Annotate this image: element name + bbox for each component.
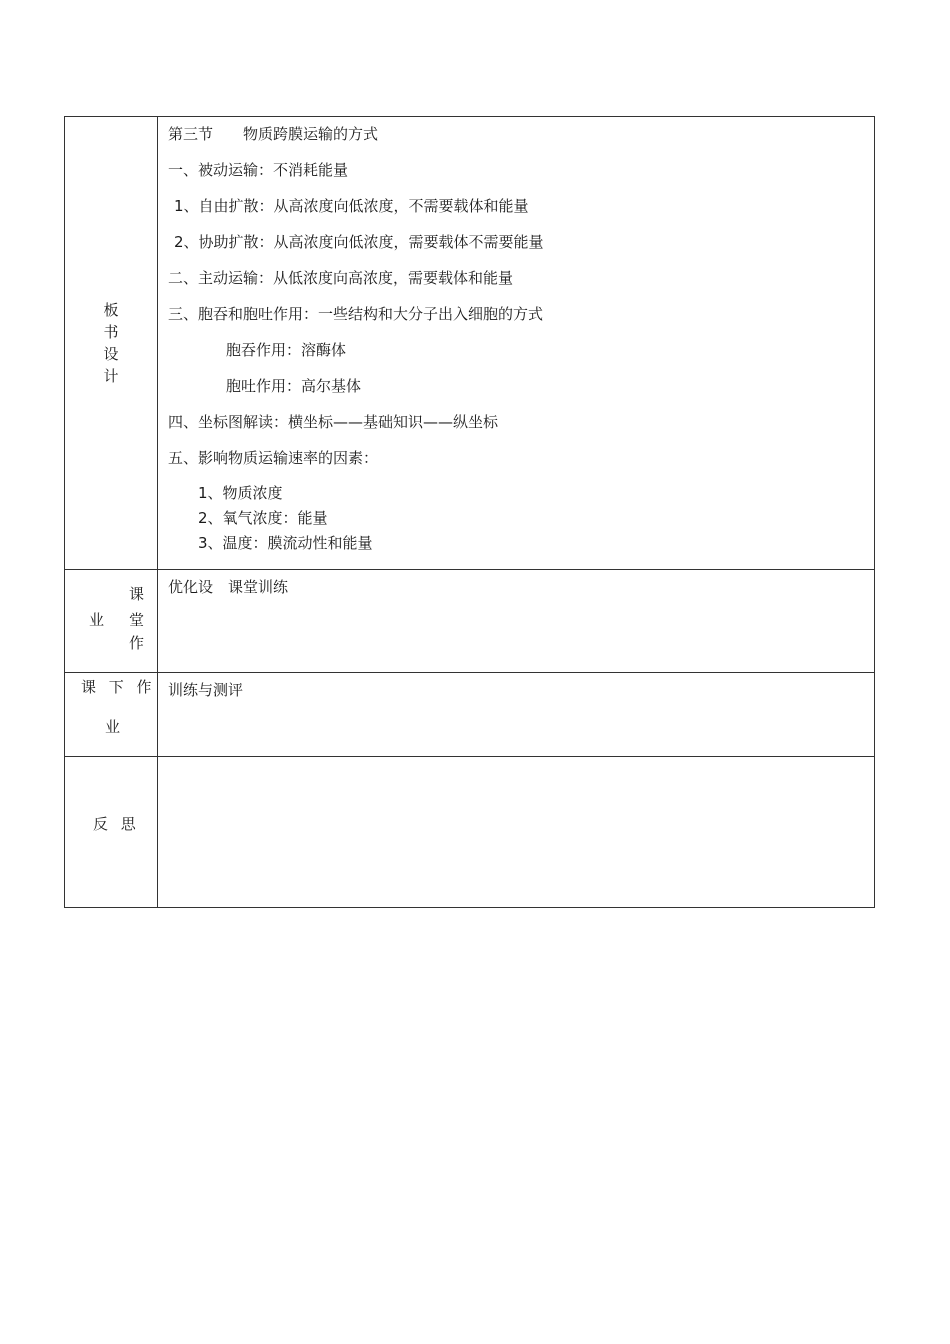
after-class-homework-label: [65, 673, 158, 757]
after-class-homework-label-bottom: 业: [105, 718, 121, 736]
outline-line: 一、被动运输：不消耗能量: [168, 161, 349, 179]
reflection-label: [65, 757, 158, 908]
outline-line: 1、自由扩散：从高浓度向低浓度，不需要载体和能量: [174, 197, 529, 215]
after-class-homework-text: 训练与测评: [168, 681, 244, 699]
class-homework-label-char: 业: [89, 611, 105, 629]
board-design-label: [65, 117, 158, 570]
reflection-row: [65, 757, 875, 908]
outline-line: 胞吞作用：溶酶体: [226, 341, 347, 359]
after-class-homework-label-top: 课 下 作: [81, 678, 156, 696]
class-homework-label-char: 堂: [129, 611, 145, 629]
board-design-content: [158, 117, 875, 570]
after-class-homework-row: [65, 673, 875, 757]
board-design-row: [65, 117, 875, 570]
class-homework-label: [65, 570, 158, 673]
board-design-label-char: 书: [103, 323, 119, 341]
class-homework-text: 优化设 课堂训练: [168, 578, 289, 596]
outline-line: 四、坐标图解读：横坐标——基础知识——纵坐标: [168, 413, 499, 431]
outline-line: 胞吐作用：高尔基体: [226, 377, 362, 395]
outline-line: 五、影响物质运输速率的因素：: [168, 449, 379, 467]
outline-line: 二、主动运输：从低浓度向高浓度，需要载体和能量: [168, 269, 514, 287]
class-homework-row: [65, 570, 875, 673]
outline-line: 3、温度：膜流动性和能量: [198, 534, 373, 552]
board-design-label-char: 设: [103, 345, 119, 363]
outline-line: 1、物质浓度: [198, 484, 283, 502]
reflection-text: [168, 761, 874, 797]
reflection-content: [158, 757, 875, 908]
outline-line: 三、胞吞和胞吐作用：一些结构和大分子出入细胞的方式: [168, 305, 544, 323]
outline-line: 2、氧气浓度：能量: [198, 509, 328, 527]
class-homework-label-char: 作: [129, 634, 145, 652]
after-class-homework-content: [158, 673, 875, 757]
class-homework-label-char: 课: [129, 585, 145, 603]
reflection-label-text: 反 思: [93, 815, 140, 833]
class-homework-content: [158, 570, 875, 673]
lesson-plan-table: [64, 116, 875, 908]
outline-line: 2、协助扩散：从高浓度向低浓度，需要载体不需要能量: [174, 233, 544, 251]
board-design-label-char: 板: [103, 301, 119, 319]
section-title: 第三节 物质跨膜运输的方式: [168, 125, 379, 143]
board-design-label-char: 计: [103, 367, 119, 385]
